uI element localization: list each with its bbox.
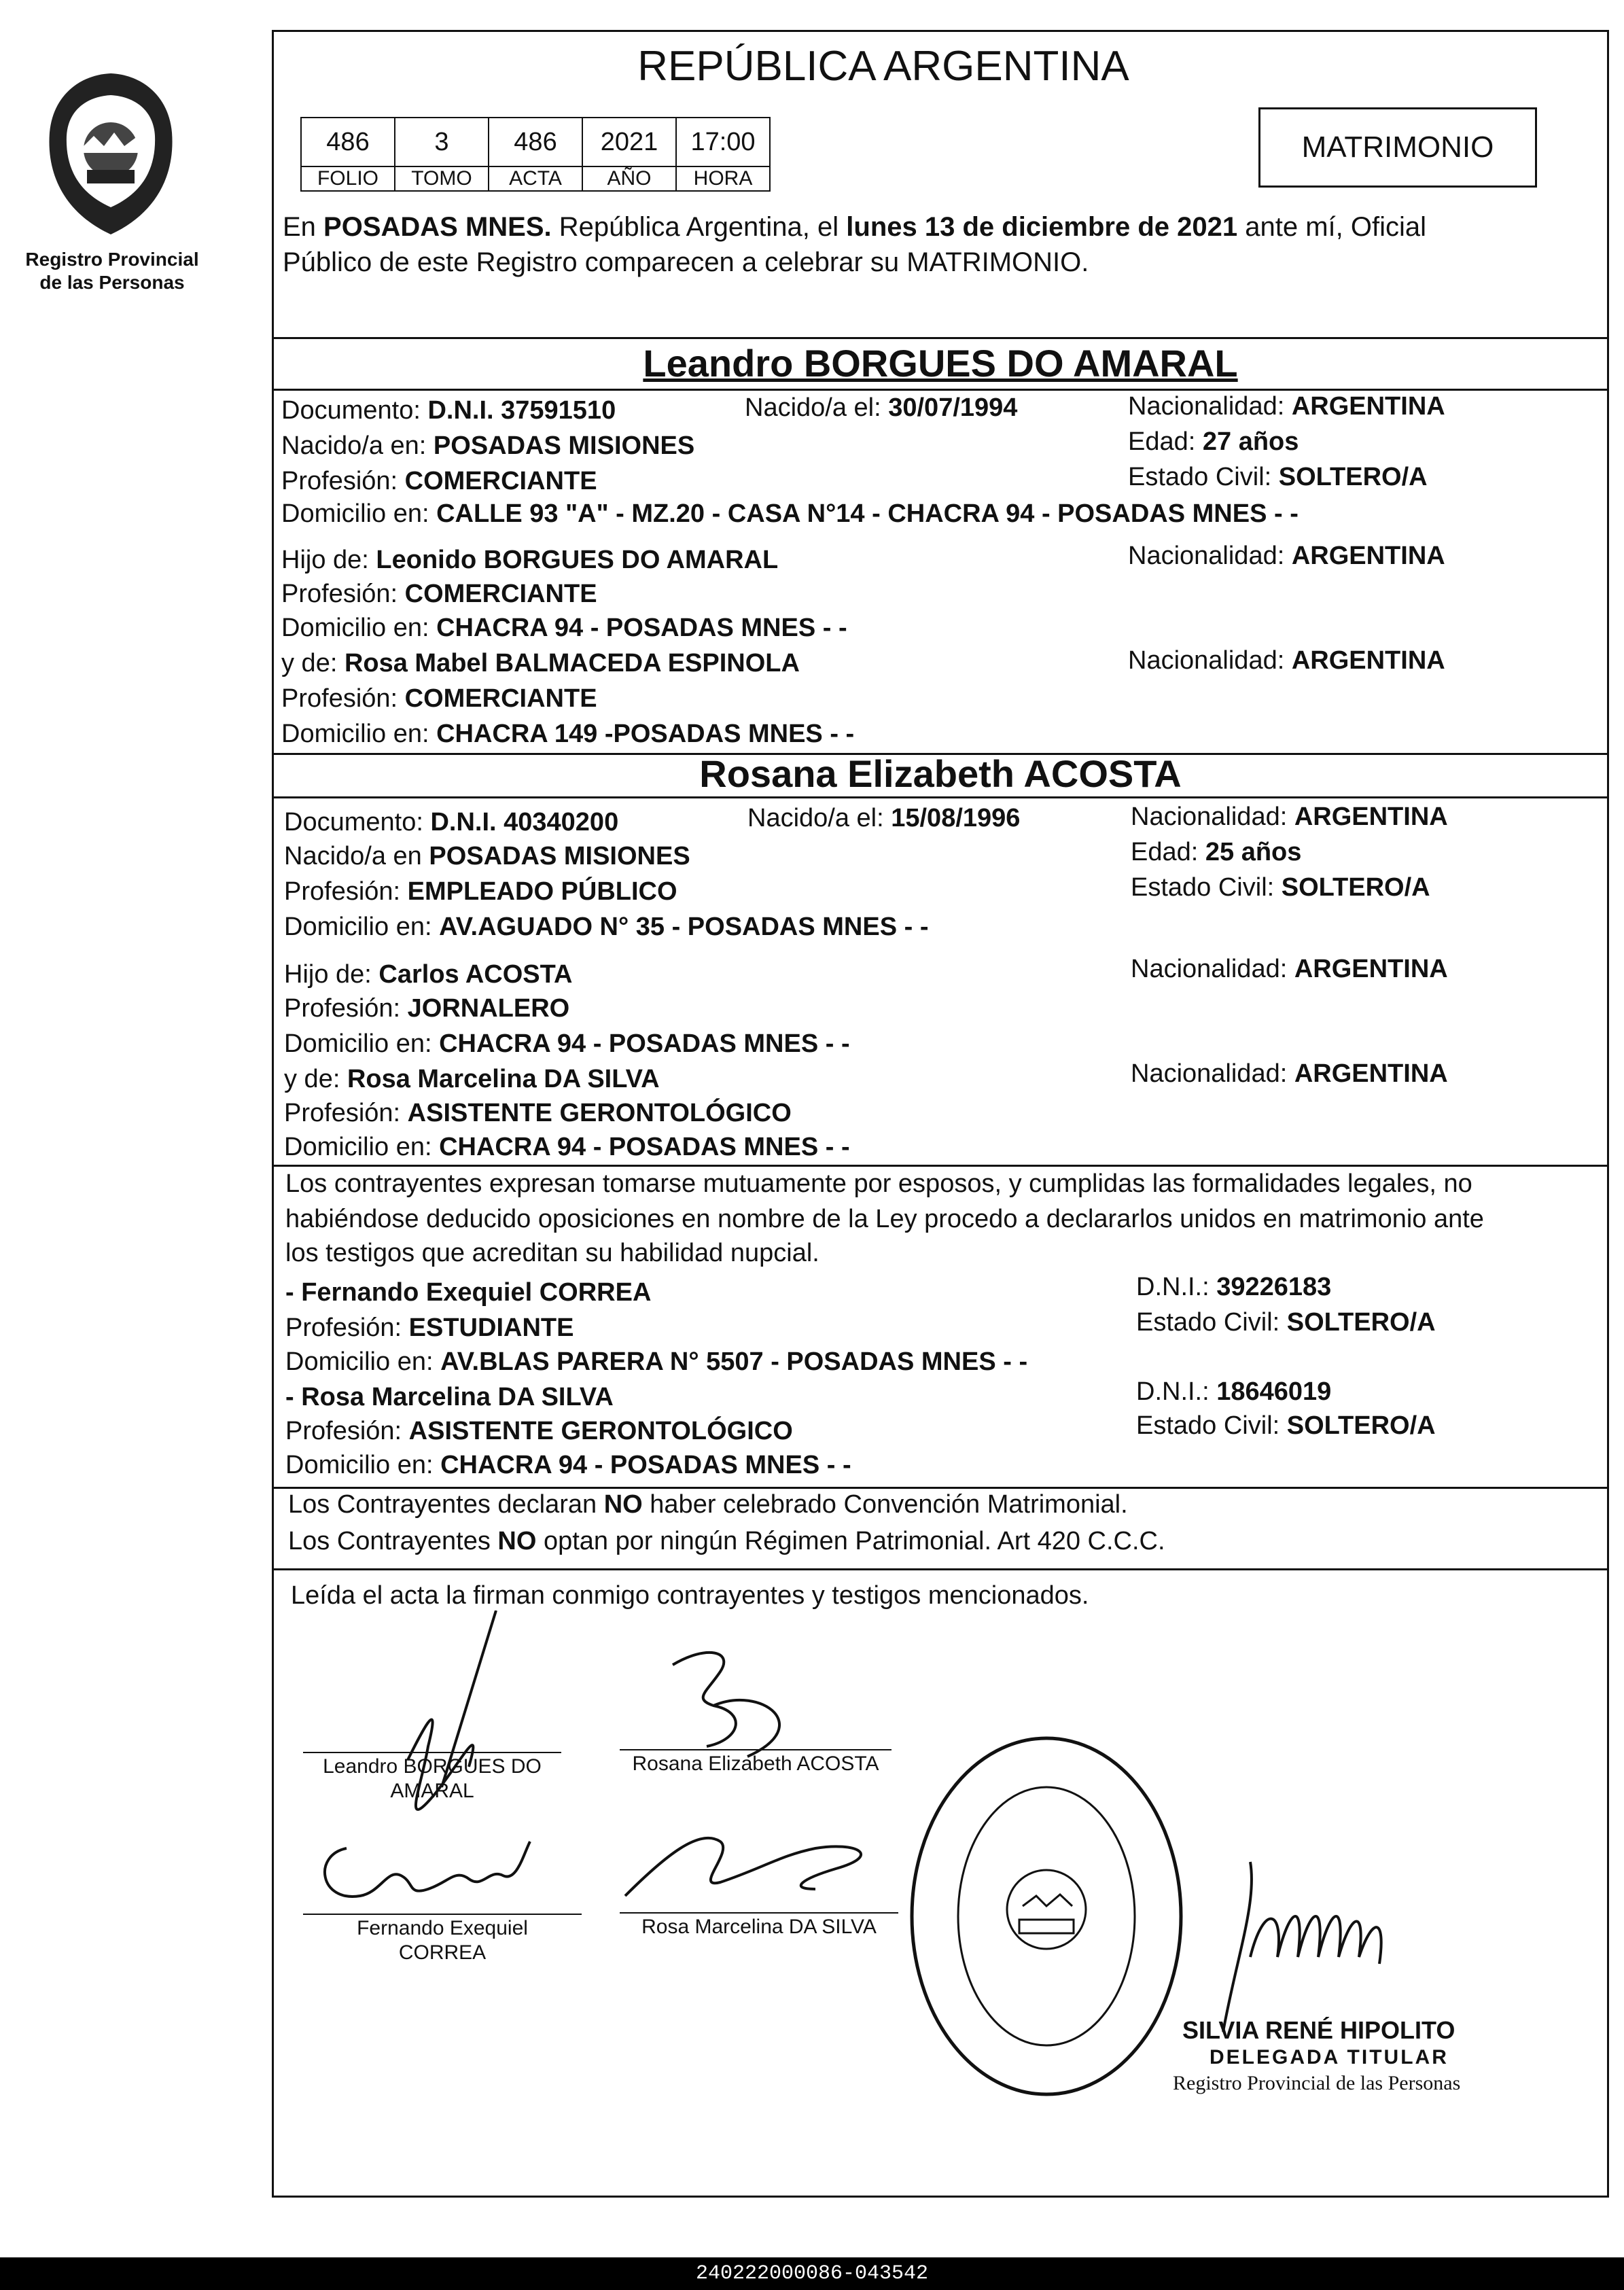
registry-data-table bbox=[300, 117, 771, 192]
bride-document: Documento: D.N.I. 40340200 bbox=[284, 808, 619, 836]
witness1-dni: D.N.I.: 39226183 bbox=[1136, 1273, 1332, 1301]
groom-age: Edad: 27 años bbox=[1128, 427, 1299, 456]
bride-birth-date: Nacido/a el: 15/08/1996 bbox=[747, 804, 1021, 832]
witness2-signature-line bbox=[620, 1912, 898, 1914]
witness1-civil-status: Estado Civil: SOLTERO/A bbox=[1136, 1308, 1436, 1337]
bride-signature-line bbox=[620, 1749, 892, 1750]
document-barcode-id: 240222000086-043542 bbox=[0, 2257, 1624, 2290]
bride-father: Hijo de: Carlos ACOSTA bbox=[284, 960, 573, 989]
groom-signature bbox=[326, 1610, 598, 1855]
tomo-value: 3 bbox=[395, 118, 489, 166]
groom-signature-name: Leandro BORGUES DO AMARAL bbox=[323, 1755, 542, 1802]
witness1-profession: Profesión: ESTUDIANTE bbox=[285, 1314, 574, 1342]
groom-signature-line bbox=[303, 1752, 561, 1753]
witness1-signature-line bbox=[303, 1914, 582, 1915]
groom-mother-profession: Profesión: COMERCIANTE bbox=[281, 684, 597, 713]
groom-father-address: Domicilio en: CHACRA 94 - POSADAS MNES - - bbox=[281, 614, 847, 642]
bride-father-address: Domicilio en: CHACRA 94 - POSADAS MNES - - bbox=[284, 1029, 850, 1058]
groom-father-profession: Profesión: COMERCIANTE bbox=[281, 580, 597, 608]
logo-caption-line2: de las Personas bbox=[39, 272, 185, 293]
ceremony-line1: Los contrayentes expresan tomarse mutuamente por esposos, y cumplidas las formalidades legales, no bbox=[285, 1169, 1472, 1198]
bride-mother-nationality: Nacionalidad: ARGENTINA bbox=[1131, 1059, 1448, 1088]
witness1-signature-name: Fernando Exequiel CORREA bbox=[357, 1917, 528, 1964]
groom-mother-address: Domicilio en: CHACRA 149 -POSADAS MNES - - bbox=[281, 720, 855, 748]
bride-mother: y de: Rosa Marcelina DA SILVA bbox=[284, 1065, 660, 1093]
bride-signature bbox=[666, 1644, 870, 1767]
bride-address: Domicilio en: AV.AGUADO N° 35 - POSADAS MNES - - bbox=[284, 913, 929, 941]
ceremony-line2: habiéndose deducido oposiciones en nombre de la Ley procedo a declararlos unidos en matrimonio ante bbox=[285, 1205, 1484, 1233]
acta-label: ACTA bbox=[489, 166, 582, 191]
registry-logo bbox=[39, 68, 182, 241]
convention-line1: Los Contrayentes declaran NO haber celebrado Convención Matrimonial. bbox=[288, 1490, 1128, 1519]
bride-civil-status: Estado Civil: SOLTERO/A bbox=[1131, 873, 1430, 902]
groom-nationality: Nacionalidad: ARGENTINA bbox=[1128, 392, 1445, 421]
witness1-address: Domicilio en: AV.BLAS PARERA N° 5507 - POSADAS MNES - - bbox=[285, 1347, 1028, 1376]
bride-father-nationality: Nacionalidad: ARGENTINA bbox=[1131, 955, 1448, 983]
intro-line2: Público de este Registro comparecen a celebrar su MATRIMONIO. bbox=[283, 247, 1089, 277]
hora-label: HORA bbox=[676, 166, 770, 191]
bride-profession: Profesión: EMPLEADO PÚBLICO bbox=[284, 877, 677, 906]
acta-value: 486 bbox=[489, 118, 582, 166]
anio-value: 2021 bbox=[582, 118, 676, 166]
intro-line1: En POSADAS MNES. República Argentina, el lunes 13 de diciembre de 2021 ante mí, Oficial bbox=[283, 212, 1426, 242]
divider bbox=[272, 337, 1609, 339]
bride-birth-place: Nacido/a en POSADAS MISIONES bbox=[284, 842, 690, 870]
witness2-name: - Rosa Marcelina DA SILVA bbox=[285, 1383, 614, 1411]
page-title: REPÚBLICA ARGENTINA bbox=[637, 43, 1129, 90]
tomo-label: TOMO bbox=[395, 166, 489, 191]
witness1-signature bbox=[299, 1828, 571, 1923]
convention-line2: Los Contrayentes NO optan por ningún Régimen Patrimonial. Art 420 C.C.C. bbox=[288, 1527, 1165, 1555]
witness2-address: Domicilio en: CHACRA 94 - POSADAS MNES - - bbox=[285, 1451, 851, 1479]
groom-document: Documento: D.N.I. 37591510 bbox=[281, 396, 616, 425]
official-office: Registro Provincial de las Personas bbox=[1173, 2072, 1461, 2094]
folio-value: 486 bbox=[301, 118, 395, 166]
official-title: DELEGADA TITULAR bbox=[1210, 2046, 1449, 2068]
witness2-civil-status: Estado Civil: SOLTERO/A bbox=[1136, 1411, 1436, 1440]
divider bbox=[272, 1487, 1609, 1489]
bride-father-profession: Profesión: JORNALERO bbox=[284, 994, 570, 1023]
official-stamp-icon bbox=[904, 1726, 1189, 2107]
divider bbox=[272, 389, 1609, 391]
provincial-seal-icon bbox=[39, 68, 182, 241]
groom-civil-status: Estado Civil: SOLTERO/A bbox=[1128, 463, 1428, 491]
witness2-signature-name: Rosa Marcelina DA SILVA bbox=[641, 1916, 877, 1938]
witness2-dni: D.N.I.: 18646019 bbox=[1136, 1377, 1332, 1406]
bride-age: Edad: 25 años bbox=[1131, 838, 1302, 866]
groom-mother-nationality: Nacionalidad: ARGENTINA bbox=[1128, 646, 1445, 675]
official-signature bbox=[1196, 1821, 1454, 2045]
bride-mother-address: Domicilio en: CHACRA 94 - POSADAS MNES - - bbox=[284, 1133, 850, 1161]
anio-label: AÑO bbox=[582, 166, 676, 191]
logo-caption-line1: Registro Provincial bbox=[25, 249, 199, 270]
official-name: SILVIA RENÉ HIPOLITO bbox=[1182, 2016, 1455, 2044]
divider bbox=[272, 1165, 1609, 1167]
bride-name-title: Rosana Elizabeth ACOSTA bbox=[699, 752, 1182, 795]
hora-value: 17:00 bbox=[676, 118, 770, 166]
signatures-intro: Leída el acta la firman conmigo contrayentes y testigos mencionados. bbox=[291, 1581, 1089, 1610]
groom-father: Hijo de: Leonido BORGUES DO AMARAL bbox=[281, 546, 779, 574]
groom-address: Domicilio en: CALLE 93 "A" - MZ.20 - CASA N°14 - CHACRA 94 - POSADAS MNES - - bbox=[281, 499, 1299, 528]
bride-nationality: Nacionalidad: ARGENTINA bbox=[1131, 803, 1448, 831]
witness1-name: - Fernando Exequiel CORREA bbox=[285, 1278, 652, 1307]
groom-profession: Profesión: COMERCIANTE bbox=[281, 467, 597, 495]
folio-label: FOLIO bbox=[301, 166, 395, 191]
groom-father-nationality: Nacionalidad: ARGENTINA bbox=[1128, 542, 1445, 570]
groom-birth-date: Nacido/a el: 30/07/1994 bbox=[745, 393, 1018, 422]
divider bbox=[272, 796, 1609, 798]
groom-birth-place: Nacido/a en: POSADAS MISIONES bbox=[281, 431, 695, 460]
ceremony-line3: los testigos que acreditan su habilidad nupcial. bbox=[285, 1239, 819, 1267]
groom-mother: y de: Rosa Mabel BALMACEDA ESPINOLA bbox=[281, 649, 800, 677]
document-type-box: MATRIMONIO bbox=[1258, 107, 1537, 188]
bride-signature-name: Rosana Elizabeth ACOSTA bbox=[632, 1752, 879, 1775]
divider bbox=[272, 1568, 1609, 1570]
groom-name-title: Leandro BORGUES DO AMARAL bbox=[643, 342, 1238, 385]
witness2-signature bbox=[612, 1814, 897, 1909]
witness2-profession: Profesión: ASISTENTE GERONTOLÓGICO bbox=[285, 1417, 793, 1445]
bride-mother-profession: Profesión: ASISTENTE GERONTOLÓGICO bbox=[284, 1099, 792, 1127]
